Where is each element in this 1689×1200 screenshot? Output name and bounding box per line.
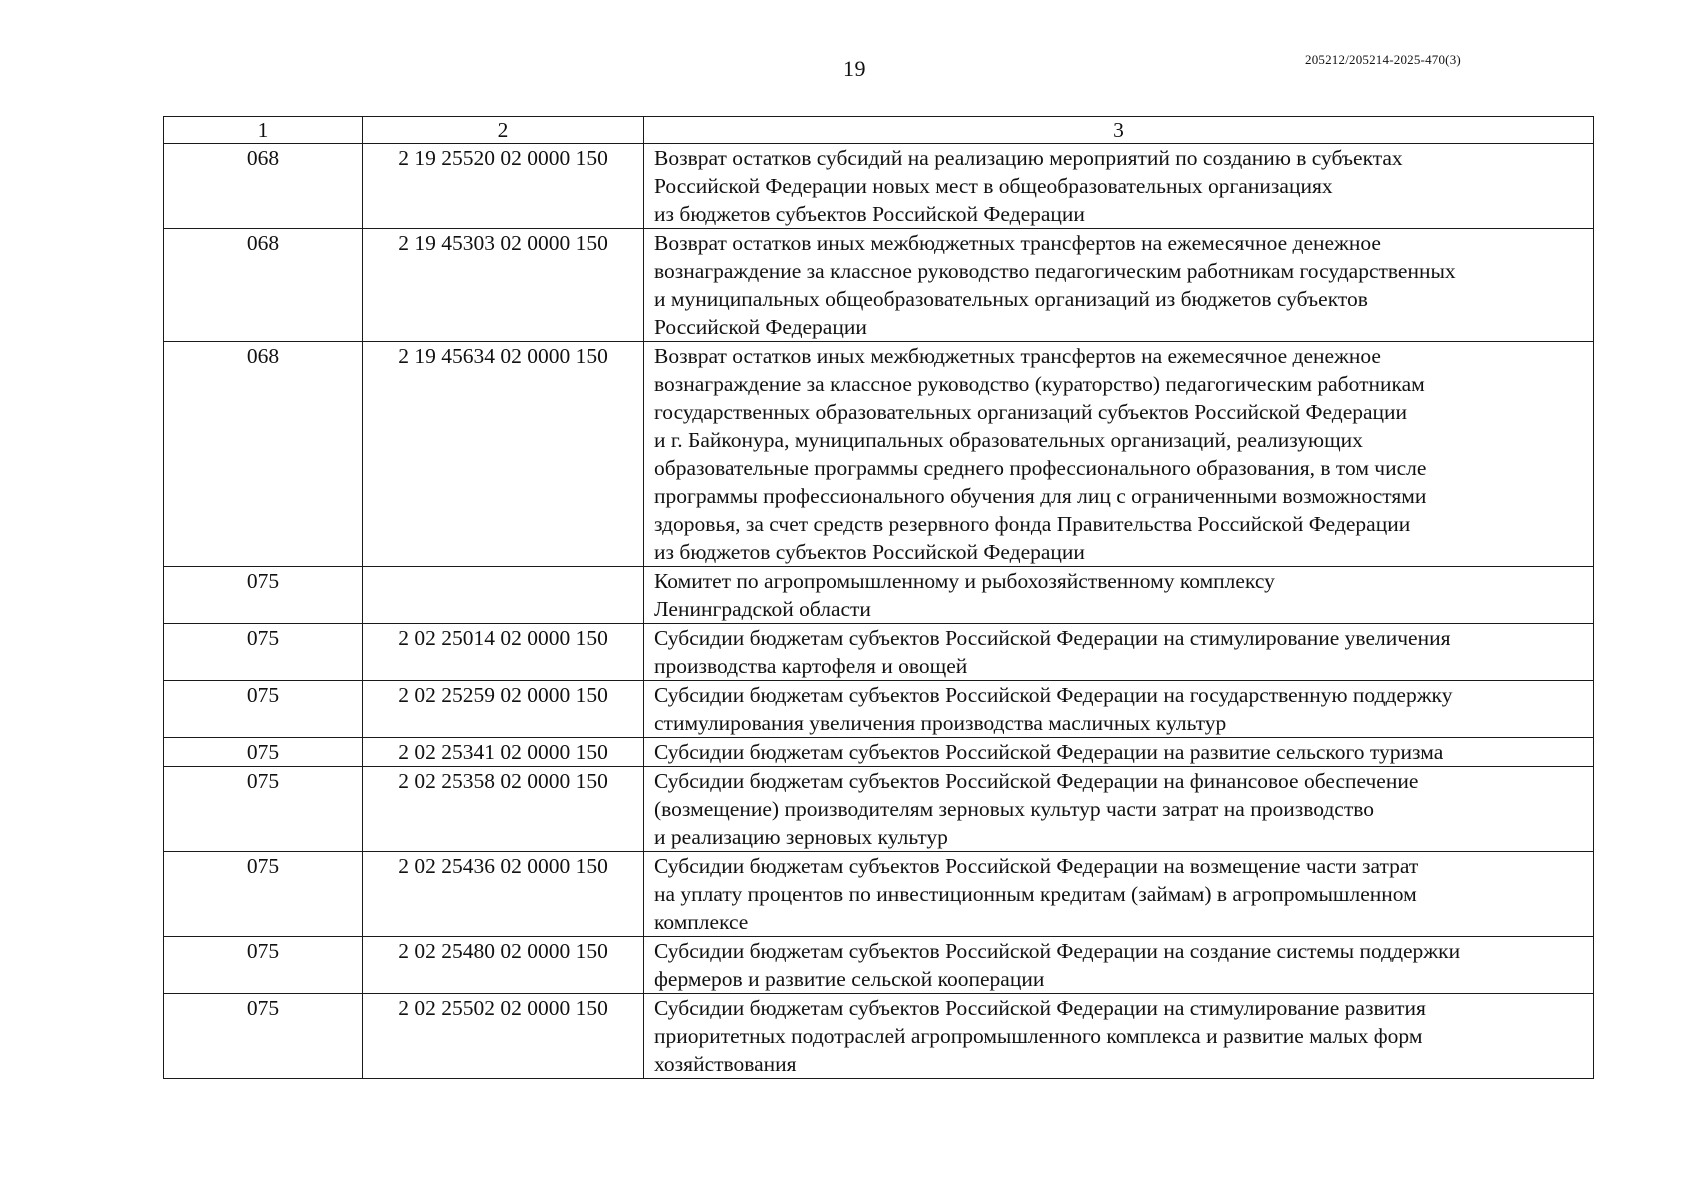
classification-code-cell [363,567,644,624]
table-row [164,229,1594,342]
classification-code-cell: 2 19 45303 02 0000 150 [363,229,644,342]
description-line: комплексе [654,910,749,934]
description-line: Ленинградской области [654,597,871,621]
description-line: Российской Федерации [654,315,867,339]
column-header-3: 3 [644,117,1594,144]
description-line: на уплату процентов по инвестиционным кредитам (займам) в агропромышленном [654,882,1417,906]
table-row [164,738,1594,767]
table-header-row [164,117,1594,144]
description-line: Российской Федерации новых мест в общеобразовательных организациях [654,174,1333,198]
admin-code-cell: 075 [164,994,363,1079]
description-cell [644,937,1594,994]
description-line: хозяйствования [654,1052,797,1076]
admin-code-cell: 075 [164,767,363,852]
description-line: Субсидии бюджетам субъектов Российской Федерации на государственную поддержку [654,683,1453,707]
description-cell [644,994,1594,1079]
description-line: Субсидии бюджетам субъектов Российской Федерации на финансовое обеспечение [654,769,1419,793]
description-line: Возврат остатков субсидий на реализацию мероприятий по созданию в субъектах [654,146,1403,170]
admin-code-cell: 068 [164,342,363,567]
description-line: Субсидии бюджетам субъектов Российской Федерации на возмещение части затрат [654,854,1419,878]
description-line: и г. Байконура, муниципальных образовательных организаций, реализующих [654,428,1363,452]
description-line: Субсидии бюджетам субъектов Российской Федерации на стимулирование увеличения [654,626,1451,650]
description-line: здоровья, за счет средств резервного фонда Правительства Российской Федерации [654,512,1411,536]
description-line: вознаграждение за классное руководство (кураторство) педагогическим работникам [654,372,1425,396]
table-header [164,117,1594,144]
table-row [164,567,1594,624]
admin-code-cell: 068 [164,229,363,342]
description-line: производства картофеля и овощей [654,654,968,678]
description-cell [644,342,1594,567]
description-cell [644,567,1594,624]
description-line: Субсидии бюджетам субъектов Российской Федерации на создание системы поддержки [654,939,1461,963]
table-row [164,767,1594,852]
admin-code-cell: 075 [164,624,363,681]
classification-code-cell: 2 02 25014 02 0000 150 [363,624,644,681]
admin-code-cell: 075 [164,852,363,937]
classification-code-cell: 2 02 25358 02 0000 150 [363,767,644,852]
description-cell [644,681,1594,738]
description-line: фермеров и развитие сельской кооперации [654,967,1045,991]
admin-code-cell: 075 [164,937,363,994]
admin-code-cell: 075 [164,738,363,767]
document-code: 205212/205214-2025-470(3) [1305,52,1461,67]
table-row [164,681,1594,738]
description-cell [644,852,1594,937]
description-line: образовательные программы среднего профессионального образования, в том числе [654,456,1427,480]
admin-code-cell: 075 [164,567,363,624]
column-header-2: 2 [363,117,644,144]
description-line: программы профессионального обучения для лиц с ограниченными возможностями [654,484,1427,508]
column-header-1: 1 [164,117,363,144]
description-line: (возмещение) производителям зерновых культур части затрат на производство [654,797,1374,821]
description-line: Комитет по агропромышленному и рыбохозяйственному комплексу [654,569,1275,593]
description-line: и реализацию зерновых культур [654,825,948,849]
table-row [164,144,1594,229]
table-row [164,342,1594,567]
table-row [164,994,1594,1079]
classification-code-cell: 2 19 45634 02 0000 150 [363,342,644,567]
description-line: из бюджетов субъектов Российской Федерации [654,202,1085,226]
budget-codes-table [163,116,1594,1079]
description-line: Субсидии бюджетам субъектов Российской Федерации на развитие сельского туризма [654,740,1444,764]
classification-code-cell: 2 02 25480 02 0000 150 [363,937,644,994]
budget-codes-table-container [163,116,1593,1079]
admin-code-cell: 068 [164,144,363,229]
description-cell [644,144,1594,229]
classification-code-cell: 2 19 25520 02 0000 150 [363,144,644,229]
page-number: 19 [843,56,866,81]
classification-code-cell: 2 02 25341 02 0000 150 [363,738,644,767]
description-line: стимулирования увеличения производства масличных культур [654,711,1227,735]
description-line: государственных образовательных организаций субъектов Российской Федерации [654,400,1408,424]
admin-code-cell: 075 [164,681,363,738]
description-line: из бюджетов субъектов Российской Федерации [654,540,1085,564]
description-line: и муниципальных общеобразовательных организаций из бюджетов субъектов [654,287,1368,311]
classification-code-cell: 2 02 25259 02 0000 150 [363,681,644,738]
description-cell [644,624,1594,681]
table-row [164,624,1594,681]
description-line: Возврат остатков иных межбюджетных трансфертов на ежемесячное денежное [654,231,1381,255]
description-cell [644,229,1594,342]
description-line: Субсидии бюджетам субъектов Российской Федерации на стимулирование развития [654,996,1426,1020]
table-body [164,144,1594,1079]
table-row [164,937,1594,994]
description-cell [644,738,1594,767]
description-line: вознаграждение за классное руководство педагогическим работникам государственных [654,259,1456,283]
description-line: Возврат остатков иных межбюджетных трансфертов на ежемесячное денежное [654,344,1381,368]
description-line: приоритетных подотраслей агропромышленного комплекса и развитие малых форм [654,1024,1423,1048]
table-row [164,852,1594,937]
classification-code-cell: 2 02 25502 02 0000 150 [363,994,644,1079]
classification-code-cell: 2 02 25436 02 0000 150 [363,852,644,937]
description-cell [644,767,1594,852]
